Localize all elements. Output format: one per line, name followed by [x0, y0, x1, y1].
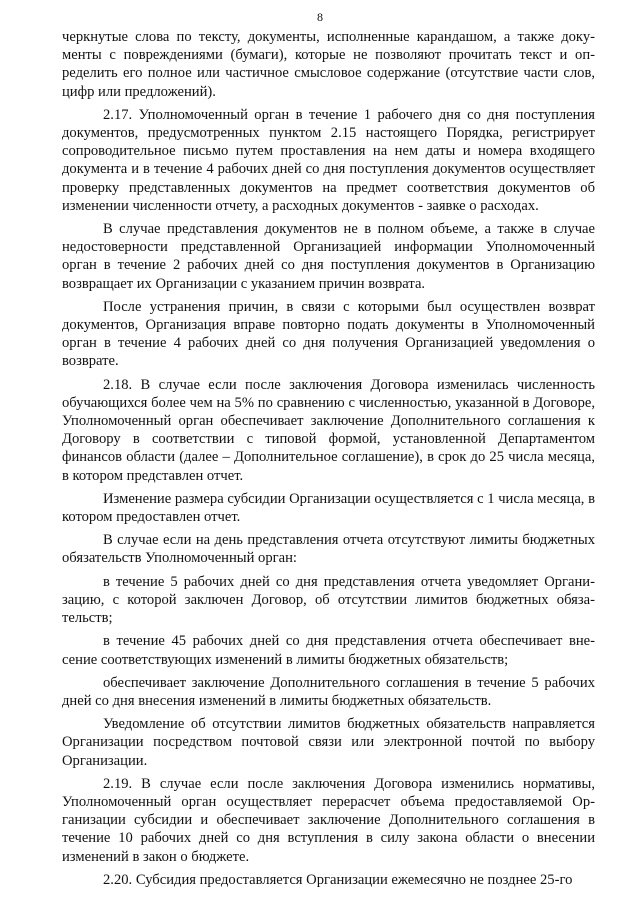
paragraph-2-17: 2.17. Уполномоченный орган в течение 1 рабочего дня со дня поступления документов, предусмотренных пунктом 2.15 настоящего Порядка, регистрирует сопроводительное письмо путем проставления на нем даты и номера входящего документа и в течение 4 рабочих дней со дня поступления документов осуществляет проверку представленных документов на предмет соответствия документов об изменении численности отчету, а расходных документов - заявке о расходах.	[62, 106, 595, 214]
paragraph-2-20: 2.20. Субсидия предоставляется Организации ежемесячно не позднее 25-го	[103, 871, 573, 888]
document-body	[62, 28, 595, 889]
paragraph-notification-method: Уведомление об отсутствии лимитов бюджетных обязательств направляется Организации посредством почтовой связи или электронной почтой по выбору Организации.	[62, 716, 595, 769]
page-number: 8	[317, 10, 323, 24]
paragraph-45-days: в течение 45 рабочих дней со дня представления отчета обеспечивает внесение соответствующих изменений в лимиты бюджетных обязательств;	[62, 633, 595, 668]
paragraph-additional-agreement: обеспечивает заключение Дополнительного соглашения в течение 5 рабочих дней со дня внесения изменений в лимиты бюджетных обязательств.	[62, 674, 595, 709]
paragraph-subsidy-change: Изменение размера субсидии Организации осуществляется с 1 числа месяца, в котором предоставлен отчет.	[62, 490, 595, 526]
paragraph-incomplete-documents: В случае представления документов не в полном объеме, а также в случае недостоверности представленной Организацией информации Уполномоченный орган в течение 2 рабочих дней со дня поступления документов в Организацию возвращает их Организации с указанием причин возврата.	[62, 221, 595, 292]
paragraph-continuation: черкнутые слова по тексту, документы, исполненные карандашом, а также документы с повреждениями (бумаги), которые не позволяют прочитать текст и определить его полное или частичное смысловое содержание (отсутствие части слов, цифр или предложений).	[62, 29, 595, 100]
paragraph-notify-5-days: в течение 5 рабочих дней со дня представления отчета уведомляет Организацию, с которой заключен Договор, об отсутствии лимитов бюджетных обязательств;	[62, 573, 595, 627]
paragraph-2-18: 2.18. В случае если после заключения Договора изменилась численность обучающихся более чем на 5% по сравнению с численностью, указанной в Договоре, Уполномоченный орган обеспечивает заключение Дополнительного соглашения к Договору в соответствии с типовой формой, установленной Департаментом финансов области (далее – Дополнительное соглашение), в срок до 25 числа месяца, в котором представлен отчет.	[62, 376, 595, 484]
paragraph-no-limits: В случае если на день представления отчета отсутствуют лимиты бюджетных обязательств Уполномоченный орган:	[62, 532, 595, 567]
paragraph-resubmission: После устранения причин, в связи с которыми был осуществлен возврат документов, Организация вправе повторно подать документы в Уполномоченный орган в течение 4 рабочих дней со дня получения Организацией уведомления о возврате.	[62, 298, 595, 370]
paragraph-2-19: 2.19. В случае если после заключения Договора изменились нормативы, Уполномоченный орган осуществляет перерасчет объема предоставляемой Организации субсидии и обеспечивает заключение Дополнительного соглашения в течение 10 рабочих дней со дня вступления в силу закона области о внесении изменений в закон о бюджете.	[62, 775, 595, 865]
